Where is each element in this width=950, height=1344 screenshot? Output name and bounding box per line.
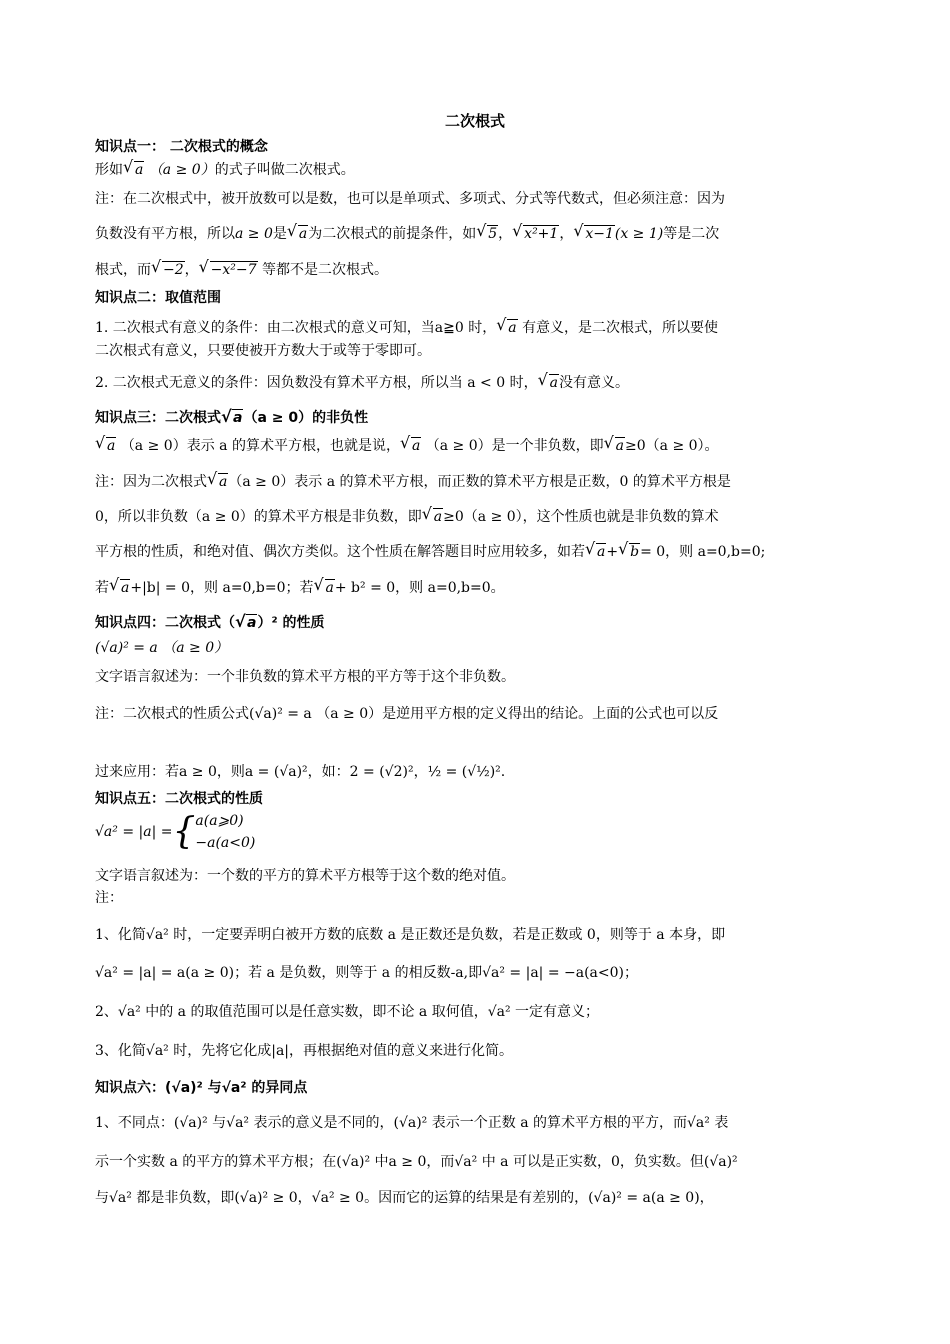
s3-l4-a: 平方根的性质，和绝对值、偶次方类似。这个性质在解答题目时应用较多，如若 [95,544,585,560]
s5-case-2: −a(a<0) [195,835,256,851]
s3-line-4 [95,542,765,562]
s3-line-1 [95,436,719,456]
s3-line-2 [95,472,731,492]
s2-l1-b: 有意义，是二次根式，所以要使 [522,320,719,336]
section-4-heading [95,612,324,632]
section-3-heading [95,407,368,427]
s3-l4-c: = 0，则 a=0,b=0; [640,544,766,560]
sqrt-a-formula: √ a [287,224,308,244]
s2-line-3 [95,373,629,393]
s5-line-1: 文字语言叙述为：一个数的平方的算术平方根等于这个数的绝对值。 [95,868,515,884]
s5-line-6: 3、化简√a² 时，先将它化成|a|，再根据绝对值的意义来进行化简。 [95,1043,514,1059]
s1-l3-b: 是 [272,226,287,242]
s5-line-2: 注： [95,890,123,906]
s1-l3-d: 等是二次 [663,226,720,242]
s1-line-4: 根式，而√ −2，√ −x²−7 等都不是二次根式。 [95,260,388,280]
s4-formula: (√a)² = a （a ≥ 0） [95,640,229,656]
s4-line-1: 文字语言叙述为：一个非负数的算术平方根的平方等于这个非负数。 [95,669,515,685]
sqrt-x2-plus-1-formula: √ x²+1 [512,224,559,244]
sqrt-a-formula: √ a [123,160,144,180]
s5-cases [195,810,255,854]
sqrt-a-formula: √ a [400,436,421,456]
s1-l3-c: 为二次根式的前提条件，如 [308,226,477,242]
s3-heading-b: （a ≥ 0）的非负性 [243,410,369,426]
s3-line-5 [95,578,505,598]
s5-f-left: √a² = |a| = [95,824,173,840]
sqrt-a-formula: √ a [221,410,243,426]
sqrt-x-minus-1-formula: √ x−1 [573,224,615,244]
sqrt-neg-x2-minus-7-formula: √ −x²−7 [199,260,258,280]
s3-l5-a: 若 [95,580,109,596]
s1-line-1 [95,160,355,180]
s4-heading-a: 知识点四：二次根式（ [95,615,235,631]
sqrt-a-formula: √ a [314,578,335,598]
x-cond-formula: (x ≥ 1) [614,226,664,242]
s5-line-5: 2、√a² 中的 a 的取值范围可以是任意实数，即不论 a 取何值，√a² 一定有意义； [95,1004,600,1020]
sqrt-5-formula: √ 5 [476,224,498,244]
s3-l1-b: （a ≥ 0）是一个非负数，即 [425,438,604,454]
s6-line-2: 示一个实数 a 的平方的算术平方根；在(√a)² 中a ≥ 0，而√a² 中 a 可以是正实数，0，负实数。但(√a)² [95,1154,738,1170]
s1-l1-post: 的式子叫做二次根式。 [214,162,355,178]
s3-l4-b: + [606,544,619,560]
sqrt-a-formula: √ a [422,507,443,527]
s3-l3-a: 0，所以非负数（a ≥ 0）的算术平方根是非负数，即 [95,509,422,525]
sqrt-a-formula: √ a [496,318,517,338]
s2-line-2: 二次根式有意义，只要使被开方数大于或等于零即可。 [95,343,431,359]
sqrt-a-formula: √ a [538,373,559,393]
section-1-heading: 知识点一： 二次根式的概念 [95,139,268,155]
s1-line-2: 注：在二次根式中，被开放数可以是数，也可以是单项式、多项式、分式等代数式，但必须注意：因为 [95,191,725,207]
s1-l4-a: 根式，而 [95,262,151,278]
s1-l4-b: 等都不是二次根式。 [261,262,388,278]
s6-line-1: 1、不同点：(√a)² 与√a² 表示的意义是不同的，(√a)² 表示一个正数 a 的算术平方根的平方，而√a² 表 [95,1115,729,1131]
s6-line-3: 与√a² 都是非负数，即(√a)² ≥ 0，√a² ≥ 0。因而它的运算的结果是有差别的，(√a)² = a(a ≥ 0)， [95,1190,714,1206]
s5-line-4: √a² = |a| = a(a ≥ 0)；若 a 是负数，则等于 a 的相反数-a,即√a² = |a| = −a(a<0)； [95,965,639,981]
section-5-heading: 知识点五：二次根式的性质 [95,791,263,807]
sqrt-a-formula: √ a [235,615,257,631]
sqrt-neg2-formula: √ −2 [151,260,185,280]
s5-line-3: 1、化简√a² 时，一定要弄明白被开方数的底数 a 是正数还是负数，若是正数或 0，则等于 a 本身，即 [95,927,726,943]
s1-line-3: 负数没有平方根，所以a ≥ 0是√ a为二次根式的前提条件，如√ 5，√ x²+1，√ x−1(x ≥ 1)等是二次 [95,224,719,244]
s1-l1-pre: 形如 [95,162,123,178]
s4-line-3: 过来应用：若a ≥ 0，则a = (√a)²，如：2 = (√2)²，½ = (√½)². [95,764,506,780]
s5-formula [95,810,255,854]
s3-l5-b: +|b| = 0，则 a=0,b=0；若 [130,580,314,596]
s1-l1-cond: （a ≥ 0） [148,162,215,178]
sqrt-b-formula: √ b [618,542,640,562]
s3-heading-a: 知识点三：二次根式 [95,410,221,426]
sqrt-a-formula: √ a [585,542,606,562]
sqrt-a-formula: √ a [604,436,625,456]
s2-l3: 2. 二次根式无意义的条件：因负数没有算术平方根，所以当 a < 0 时， [95,375,538,391]
s3-l5-c: + b² = 0，则 a=0,b=0。 [334,580,505,596]
s2-l3-b: 没有意义。 [558,375,629,391]
s4-heading-b: ）² 的性质 [257,615,325,631]
s3-l2-a: 注：因为二次根式 [95,474,207,490]
page-title: 二次根式 [444,112,505,130]
s3-l3-b: ≥0（a ≥ 0），这个性质也就是非负数的算术 [443,509,719,525]
s2-l1: 1. 二次根式有意义的条件：由二次根式的意义可知，当a≧0 时， [95,320,497,336]
section-6-heading: 知识点六：(√a)² 与√a² 的异同点 [95,1080,308,1096]
sqrt-a-formula: √ a [95,436,116,456]
cond-formula: a ≥ 0 [235,226,273,242]
s2-line-1 [95,318,718,338]
s3-l2-b: （a ≥ 0）表示 a 的算术平方根，而正数的算术平方根是正数，0 的算术平方根是 [228,474,731,490]
s3-l1-c: ≥0（a ≥ 0）。 [625,438,719,454]
s1-l3-a: 负数没有平方根，所以 [95,226,235,242]
s4-line-2: 注：二次根式的性质公式(√a)² = a （a ≥ 0）是逆用平方根的定义得出的结论。上面的公式也可以反 [95,706,719,722]
section-2-heading: 知识点二：取值范围 [95,290,221,306]
brace-icon: { [172,811,196,852]
sqrt-a-formula: √ a [207,472,228,492]
s3-l1-a: （a ≥ 0）表示 a 的算术平方根，也就是说， [120,438,400,454]
sqrt-a-formula: √ a [109,578,130,598]
s5-case-1: a(a⩾0) [195,813,244,829]
s3-line-3 [95,507,719,527]
